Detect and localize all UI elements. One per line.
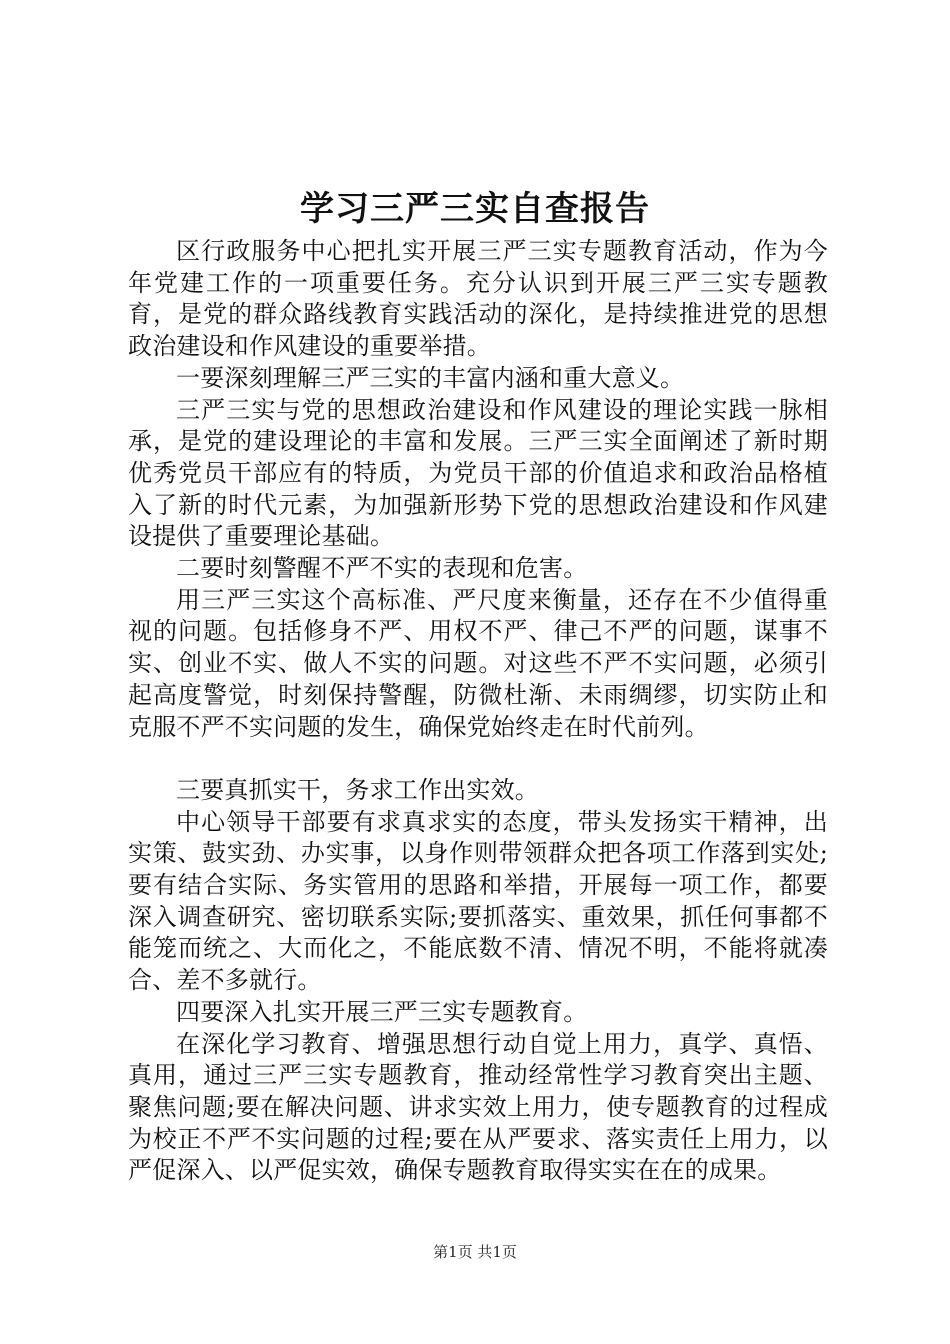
document-body <box>128 236 828 1187</box>
heading-point-three: 三要真抓实干，务求工作出实效。 <box>176 775 539 804</box>
document-title: 学习三严三实自查报告 <box>300 189 650 229</box>
paragraph-point-three: 中心领导干部要有求真求实的态度，带头发扬实干精神，出实策、鼓实劲、办实事，以身作则带领群众把各项工作落到实处;要有结合实际、务实管用的思路和举措，开展每一项工作，都要深入调查研究、密切联系实际;要抓落实、重效果，抓任何事都不能笼而统之、大而化之，不能底数不清、情况不明，不能将就凑合、差不多就行。 <box>128 807 828 995</box>
paragraph-intro: 区行政服务中心把扎实开展三严三实专题教育活动，作为今年党建工作的一项重要任务。充分认识到开展三严三实专题教育，是党的群众路线教育实践活动的深化，是持续推进党的思想政治建设和作风建设的重要举措。 <box>128 237 828 361</box>
paragraph-point-two: 用三严三实这个高标准、严尺度来衡量，还存在不少值得重视的问题。包括修身不严、用权不严、律己不严的问题，谋事不实、创业不实、做人不实的问题。对这些不严不实问题，必须引起高度警觉，时刻保持警醒，防微杜渐、未雨绸缪，切实防止和克服不严不实问题的发生，确保党始终走在时代前列。 <box>128 585 828 741</box>
paragraph-point-four: 在深化学习教育、增强思想行动自觉上用力，真学、真悟、真用，通过三严三实专题教育，推动经常性学习教育突出主题、聚焦问题;要在解决问题、讲求实效上用力，使专题教育的过程成为校正不严不实问题的过程;要在从严要求、落实责任上用力，以严促深入、以严促实效，确保专题教育取得实实在在的成果。 <box>128 1029 828 1185</box>
paragraph-point-one: 三严三实与党的思想政治建设和作风建设的理论实践一脉相承，是党的建设理论的丰富和发展。三严三实全面阐述了新时期优秀党员干部应有的特质，为党员干部的价值追求和政治品格植入了新的时代元素，为加强新形势下党的思想政治建设和作风建设提供了重要理论基础。 <box>128 395 828 551</box>
page-footer: 第1页 共1页 <box>433 1243 517 1261</box>
heading-point-one: 一要深刻理解三严三实的丰富内涵和重大意义。 <box>176 363 685 392</box>
heading-point-four: 四要深入扎实开展三严三实专题教育。 <box>176 997 588 1026</box>
heading-point-two: 二要时刻警醒不严不实的表现和危害。 <box>176 554 588 583</box>
